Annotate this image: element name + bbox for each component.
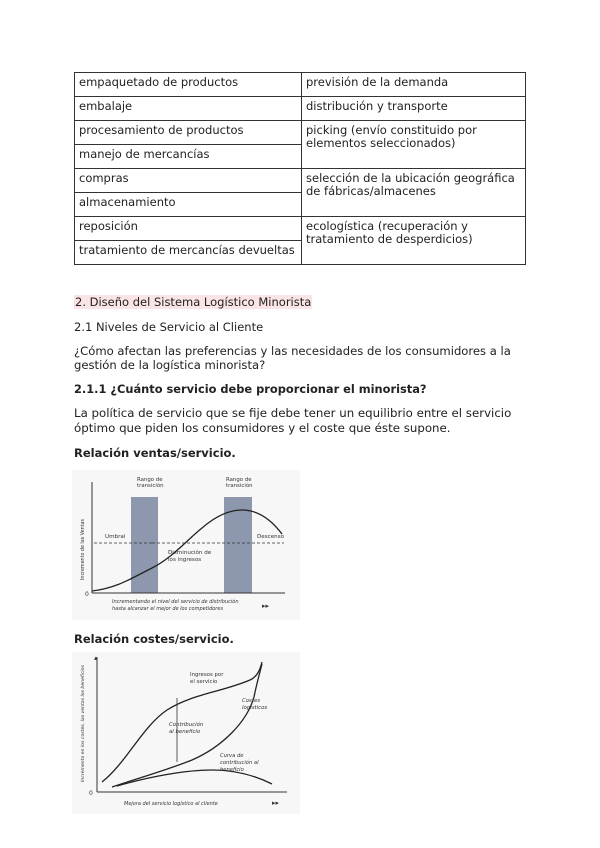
table-cell: empaquetado de productos (75, 73, 302, 97)
table-cell: embalaje (75, 97, 302, 121)
table-row (75, 73, 526, 97)
table-cell: procesamiento de productos (75, 121, 302, 145)
band-label: Rango de transición (226, 477, 253, 489)
y-axis-label: Incremento en los costes, las ventas los beneficios (81, 665, 86, 782)
profit-contribution-label: Contribución al beneficio (169, 722, 204, 735)
table-row (75, 121, 526, 145)
x-axis-label: Incrementando el nivel del servicio de distribución (112, 599, 239, 605)
table-row (75, 217, 526, 241)
band-label: Rango de transición (137, 477, 164, 489)
paragraph: La política de servicio que se fije debe tener un equilibrio entre el servicio óptimo que piden los consumidores y el coste que éste supone. (74, 406, 512, 435)
section-heading: 2. Diseño del Sistema Logístico Minorista (75, 295, 312, 309)
table-cell: distribución y transporte (302, 97, 526, 121)
arrow-icon: ▸▸ (272, 799, 280, 807)
subsection-heading: 2.1.1 ¿Cuánto servicio debe proporcionar el minorista? (74, 382, 427, 396)
revenue-label: Ingresos por el servicio (190, 672, 224, 685)
x-axis-label: Mejora del servicio logístico al cliente (124, 801, 218, 807)
profit-curve-label: Curva de contribución al beneficio (220, 753, 259, 773)
figure-caption: Relación costes/servicio. (74, 632, 234, 646)
threshold-label: Umbral (105, 534, 126, 540)
table-cell: selección de la ubicación geográfica de fábricas/almacenes (302, 169, 526, 217)
origin-label: 0 (85, 591, 89, 598)
logistics-activities-table (74, 72, 526, 265)
cost-service-figure (72, 652, 300, 814)
figure-caption: Relación ventas/servicio. (74, 446, 236, 460)
table-cell: almacenamiento (75, 193, 302, 217)
table-cell: previsión de la demanda (302, 73, 526, 97)
table-cell: manejo de mercancías (75, 145, 302, 169)
revenue-decrease-label: Disminución de los ingresos (168, 550, 212, 563)
table-cell: picking (envío constituido por elementos seleccionados) (302, 121, 526, 169)
table-cell: ecologística (recuperación y tratamiento de desperdicios) (302, 217, 526, 265)
table-row (75, 97, 526, 121)
y-axis-label: Incremento de las Ventas (81, 519, 86, 580)
sales-service-figure (72, 470, 300, 620)
table-cell: reposición (75, 217, 302, 241)
x-axis-label: hasta alcanzar el mejor de los competidores (112, 606, 224, 612)
logistics-cost-label: Costes logísticos (242, 698, 268, 711)
transition-band (224, 497, 252, 593)
arrow-icon: ▸▸ (262, 602, 270, 610)
table-cell: tratamiento de mercancías devueltas (75, 241, 302, 265)
table-cell: compras (75, 169, 302, 193)
transition-band (131, 497, 158, 593)
figure-background (72, 470, 300, 620)
table-row (75, 169, 526, 193)
origin-label: 0 (89, 790, 93, 797)
arrow-icon: ▴ (94, 654, 98, 662)
paragraph: ¿Cómo afectan las preferencias y las necesidades de los consumidores a la gestión de la logística minorista? (74, 344, 511, 372)
subsection-heading: 2.1 Niveles de Servicio al Cliente (74, 320, 264, 334)
decline-label: Descenso (257, 534, 285, 540)
